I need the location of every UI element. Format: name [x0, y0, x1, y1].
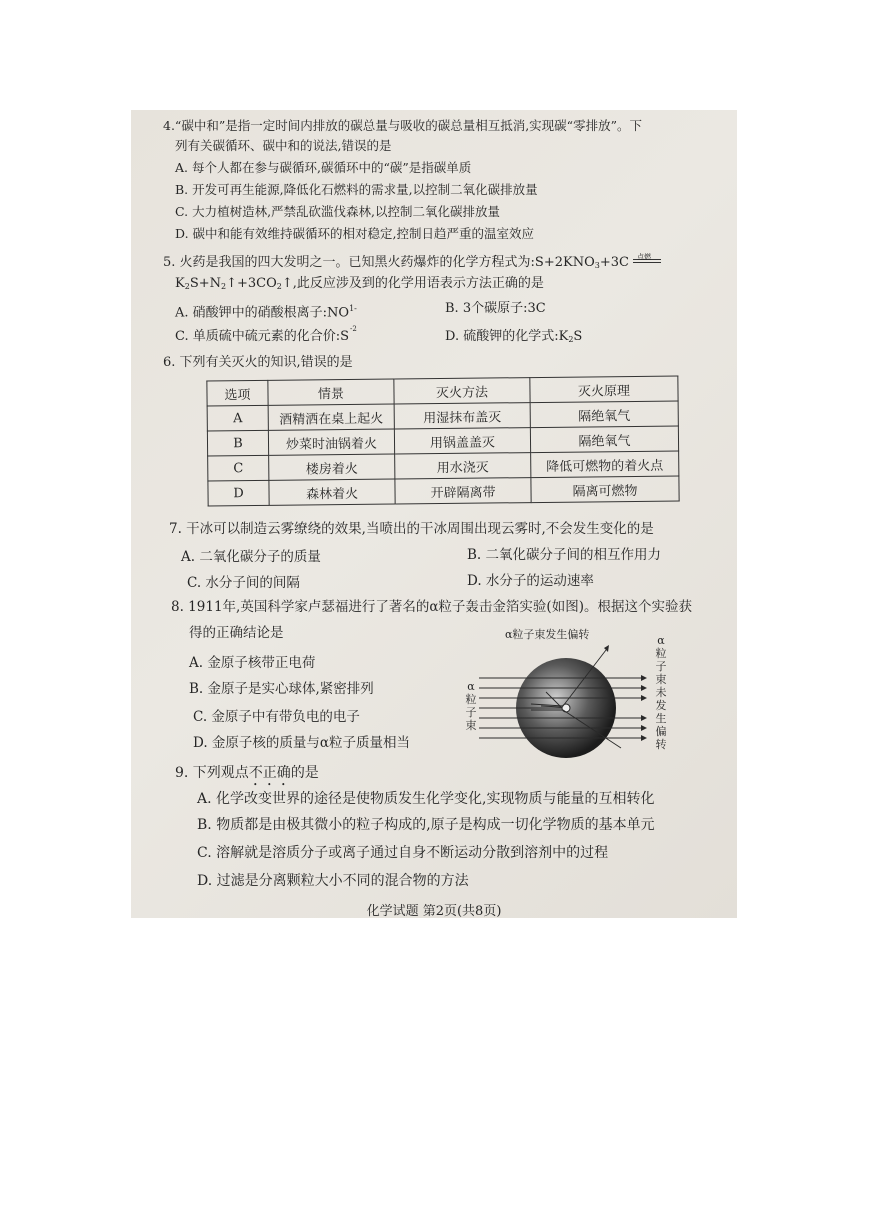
q9-option-d: D. 过滤是分离颗粒大小不同的混合物的方法 — [197, 873, 469, 889]
q8-stem-line2: 得的正确结论是 — [189, 625, 284, 641]
q5-stem-text: 5. 火药是我国的四大发明之一。已知黑火药爆炸的化学方程式为:S+2KNO — [163, 255, 595, 270]
q4-option-d: D. 碳中和能有效维持碳循环的相对稳定,控制日趋严重的温室效应 — [175, 226, 534, 241]
q9-option-a: A. 化学改变世界的途径是使物质发生化学变化,实现物质与能量的互相转化 — [197, 791, 655, 807]
q9-stem-head: 9. 下列观点 — [175, 765, 249, 781]
cell-scenario: 楼房着火 — [269, 454, 395, 480]
q9-option-b: B. 物质都是由极其微小的粒子构成的,原子是构成一切化学物质的基本单元 — [197, 817, 655, 833]
q8-option-a: A. 金原子核带正电荷 — [189, 655, 316, 671]
q5-n2: S+N — [189, 276, 221, 291]
gold-foil-atom-figure — [471, 630, 651, 770]
q5-option-d-text: D. 硫酸钾的化学式:K — [445, 329, 569, 344]
cell-method: 用锅盖盖灭 — [394, 428, 530, 454]
cell-option: C — [208, 455, 269, 481]
reaction-condition: 点燃 — [637, 253, 652, 261]
cell-option: B — [207, 430, 268, 456]
header-principle: 灭火原理 — [530, 376, 678, 403]
q9-stem-emphasis: 不正确 — [248, 765, 291, 781]
cell-method: 用水浇灭 — [395, 453, 531, 479]
q5-option-d: D. 硫酸钾的化学式:K2S — [445, 329, 583, 344]
cell-option: D — [208, 480, 269, 506]
cell-scenario: 炒菜时油锅着火 — [268, 429, 394, 455]
q5-co2: ↑+3CO — [226, 276, 277, 291]
cell-scenario: 森林着火 — [269, 479, 395, 505]
q4-option-b: B. 开发可再生能源,降低化石燃料的需求量,以控制二氧化碳排放量 — [175, 182, 538, 197]
table-row — [208, 476, 679, 506]
q8-option-b: B. 金原子是实心球体,紧密排列 — [189, 681, 374, 697]
q5-option-c — [175, 325, 357, 346]
cell-option: A — [207, 405, 268, 431]
q7-option-d: D. 水分子的运动速率 — [467, 573, 594, 589]
fig-label-deflected: α粒子束发生偏转 — [505, 628, 590, 641]
q4-stem-line1: 4.“碳中和”是指一定时间内排放的碳总量与吸收的碳总量相互抵消,实现碳“零排放”。下 — [163, 118, 642, 133]
q5-k2s-k: K — [175, 276, 185, 291]
cell-principle: 隔绝氧气 — [530, 426, 678, 453]
exam-page-photo — [131, 110, 737, 918]
q7-option-b: B. 二氧化碳分子间的相互作用力 — [467, 547, 662, 563]
cell-scenario: 酒精洒在桌上起火 — [268, 404, 394, 430]
q5-option-a-text: A. 硝酸钾中的硝酸根离子:NO — [175, 305, 350, 321]
cell-principle: 隔离可燃物 — [531, 476, 679, 503]
q9-stem — [175, 764, 319, 789]
q7-option-a: A. 二氧化碳分子的质量 — [181, 549, 321, 565]
q4-stem-line2: 列有关碳循环、碳中和的说法,错误的是 — [175, 138, 392, 153]
q4-option-a: A. 每个人都在参与碳循环,碳循环中的“碳”是指碳单质 — [175, 160, 472, 175]
cell-method: 用湿抹布盖灭 — [394, 403, 530, 429]
q5-stem-tail: +3C — [599, 255, 629, 270]
fire-table — [206, 376, 679, 507]
q5-stem-line2-text: ↑,此反应涉及到的化学用语表示方法正确的是 — [281, 276, 544, 291]
q5-option-b: B. 3个碳原子:3C — [445, 301, 546, 316]
header-scenario: 情景 — [268, 379, 394, 405]
q4-option-c: C. 大力植树造林,严禁乱砍滥伐森林,以控制二氧化碳排放量 — [175, 204, 501, 219]
q9-option-c: C. 溶解就是溶质分子或离子通过自身不断运动分散到溶剂中的过程 — [197, 845, 609, 861]
q8-stem-line1: 8. 1911年,英国科学家卢瑟福进行了著名的α粒子轰击金箔实验(如图)。根据这个实验获 — [171, 599, 692, 615]
q5-stem-line2: K2S+N2↑+3CO2↑,此反应涉及到的化学用语表示方法正确的是 — [175, 276, 544, 291]
q5-option-c-text: C. 单质硫中硫元素的化合价:S — [175, 329, 350, 344]
q5-option-a: A. 硝酸钾中的硝酸根离子$:NO^{1-}$ — [175, 304, 357, 321]
q8-option-c: C. 金原子中有带负电的电子 — [193, 709, 360, 725]
cell-principle: 隔绝氧气 — [530, 401, 678, 428]
cell-principle: 降低可燃物的着火点 — [531, 451, 679, 478]
header-method: 灭火方法 — [394, 378, 530, 404]
page-footer: 化学试题 第2页(共8页) — [366, 904, 502, 918]
q9-stem-tail: 的是 — [290, 765, 319, 781]
q7-stem: 7. 干冰可以制造云雾缭绕的效果,当喷出的干冰周围出现云雾时,不会发生变化的是 — [169, 521, 654, 537]
rutherford-diagram — [465, 628, 667, 770]
q5-stem-line1: 5. 火药是我国的四大发明之一。已知黑火药爆炸的化学方程式为:S+2KNO3+3C 点燃 — [163, 253, 661, 274]
q8-option-d: D. 金原子核的质量与α粒子质量相当 — [193, 735, 411, 751]
q7-option-c: C. 水分子间的间隔 — [187, 575, 300, 591]
header-option: 选项 — [207, 380, 268, 406]
fig-label-incoming: α 粒 子 束 — [465, 680, 477, 732]
q5-valence-mark: -2 — [350, 325, 357, 333]
q6-stem: 6. 下列有关灭火的知识,错误的是 — [163, 355, 353, 370]
fig-label-undeflected: α 粒 子 束 未 发 生 偏 转 — [655, 634, 667, 751]
q5-option-d-tail: S — [573, 329, 583, 344]
cell-method: 开辟隔离带 — [395, 478, 531, 504]
